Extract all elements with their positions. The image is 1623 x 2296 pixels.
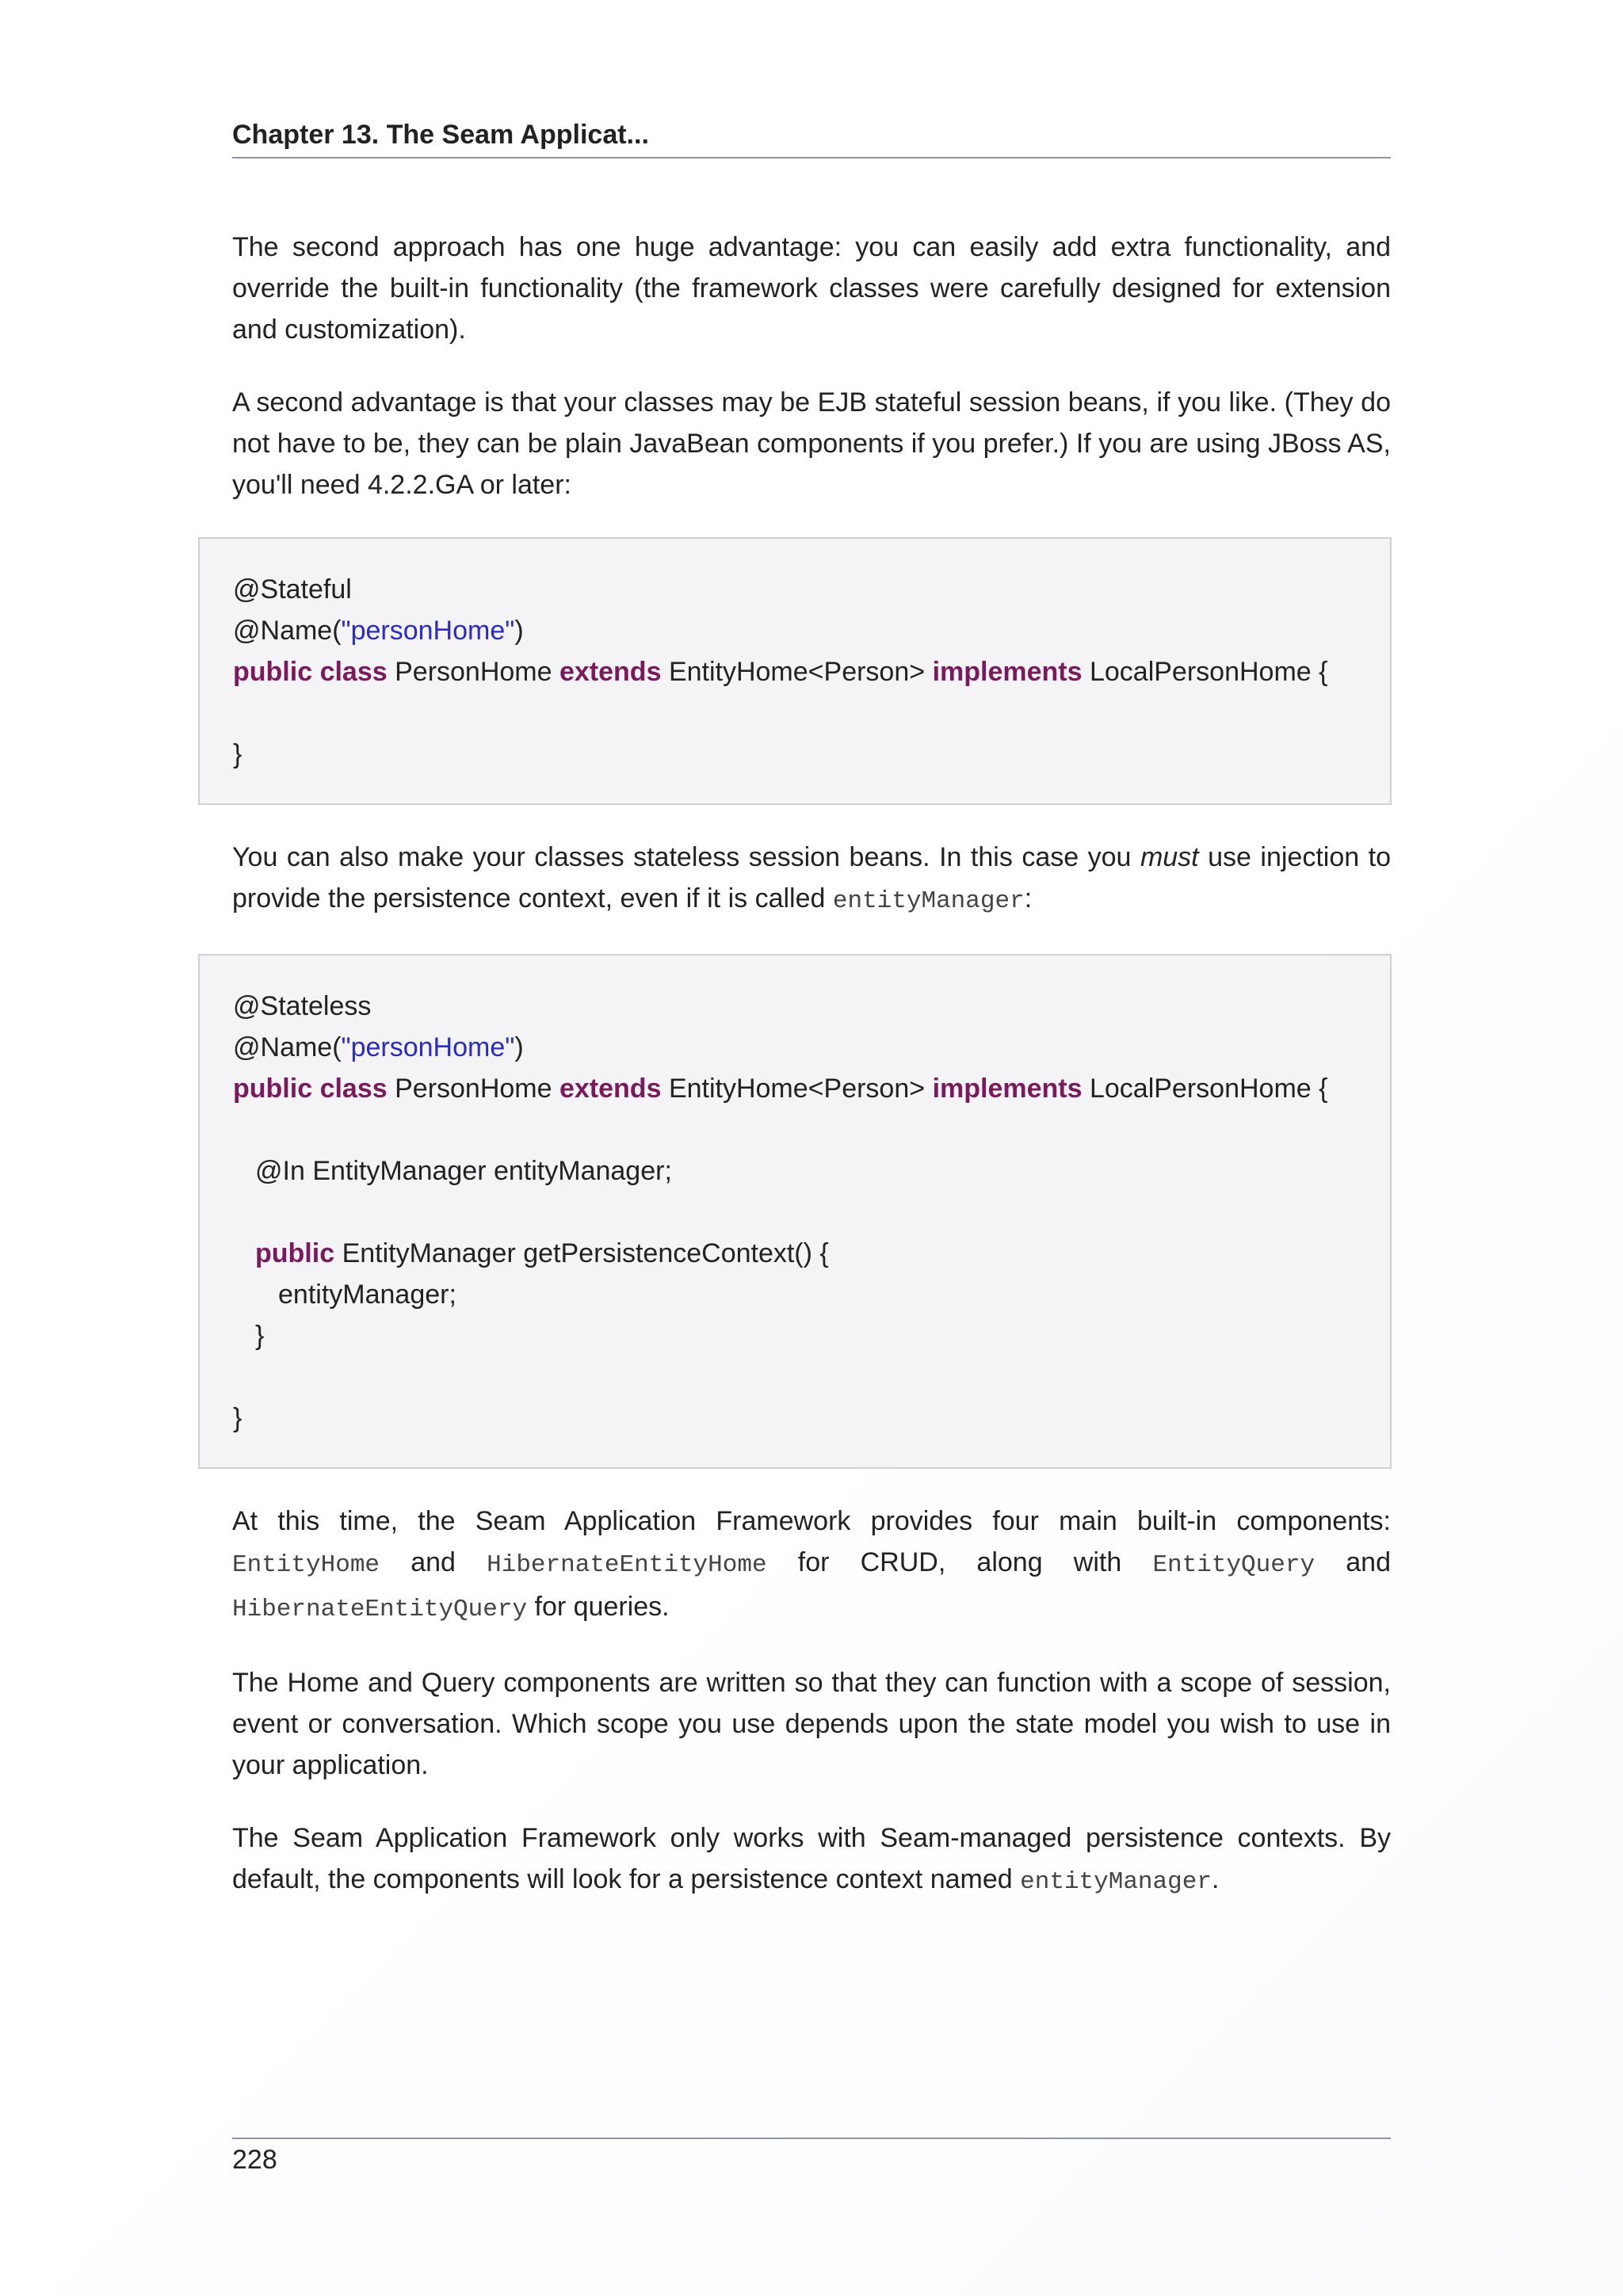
page-number: 228 <box>232 2145 277 2175</box>
page-content <box>232 227 1391 1935</box>
code-text: LocalPersonHome { <box>1089 657 1328 687</box>
text-run: for CRUD, along with <box>766 1547 1153 1577</box>
text-run: You can also make your classes stateless session beans. In this case you <box>232 842 1140 872</box>
footer-divider <box>232 2138 1391 2139</box>
code-line <box>233 651 1357 692</box>
code-text: @Name( <box>233 1032 342 1062</box>
code-text: EntityManager getPersistenceContext() { <box>342 1238 829 1268</box>
text-run: and <box>380 1547 487 1577</box>
code-keyword: implements <box>932 1074 1083 1104</box>
code-line <box>233 1233 1357 1274</box>
code-text: EntityHome<Person> <box>668 1074 926 1104</box>
inline-code: entityManager <box>832 887 1025 915</box>
code-keyword: class <box>319 1074 388 1104</box>
paragraph <box>232 1501 1391 1630</box>
code-keyword: public <box>233 657 313 687</box>
code-line: } <box>233 739 242 769</box>
code-block <box>198 954 1392 1469</box>
inline-code: EntityHome <box>232 1551 380 1579</box>
chapter-title: Chapter 13. The Seam Applicat... <box>232 120 649 150</box>
code-text: ) <box>514 1032 524 1062</box>
paragraph: A second advantage is that your classes may be EJB stateful session beans, if you like. (They do not have to be, they can be plain JavaBean components if you prefer.) If you are using JBoss AS, you'll need 4.2.2.GA or later: <box>232 387 1391 500</box>
text-run: . <box>1211 1864 1220 1894</box>
code-text: LocalPersonHome { <box>1089 1074 1328 1104</box>
code-line <box>233 1068 1357 1109</box>
code-line: @In EntityManager entityManager; <box>255 1156 672 1186</box>
text-run: use injection to provide the persistence context, even if it is called <box>232 842 1391 913</box>
code-string: "personHome" <box>341 616 515 646</box>
code-line: } <box>233 1403 242 1433</box>
code-line <box>233 610 1357 651</box>
code-line: @Stateful <box>233 574 352 605</box>
code-text: PersonHome <box>395 1074 552 1104</box>
paragraph: The Home and Query components are written so that they can function with a scope of session, event or conversation. Which scope you use depends upon the state model you wish to use in your application. <box>232 1668 1391 1780</box>
code-line: @Stateless <box>233 991 372 1021</box>
code-text: EntityHome<Person> <box>668 657 926 687</box>
paragraph <box>232 1817 1391 1903</box>
inline-code: entityManager <box>1020 1868 1212 1896</box>
text-run: and <box>1315 1547 1391 1577</box>
code-text: @Name( <box>233 616 342 646</box>
text-run: At this time, the Seam Application Framework provides four main built-in components: <box>232 1506 1391 1536</box>
code-string: "personHome" <box>341 1032 515 1062</box>
code-blank-line <box>233 1192 1357 1233</box>
text-run: for queries. <box>527 1592 670 1622</box>
paragraph: The second approach has one huge advantage: you can easily add extra functionality, and override the built-in functionality (the framework classes were carefully designed for extension and customization). <box>232 232 1391 345</box>
code-blank-line <box>233 1109 1357 1150</box>
code-line <box>233 1027 1357 1068</box>
code-keyword: public <box>233 1074 313 1104</box>
code-blank-line <box>233 1356 1357 1398</box>
inline-code: EntityQuery <box>1152 1551 1316 1579</box>
code-keyword: implements <box>932 657 1083 687</box>
text-run: : <box>1024 883 1033 913</box>
emphasis: must <box>1140 842 1199 872</box>
code-line: } <box>255 1321 265 1351</box>
code-block <box>198 537 1392 805</box>
code-keyword: public <box>255 1238 335 1268</box>
inline-code: HibernateEntityQuery <box>232 1596 528 1623</box>
code-keyword: extends <box>559 1074 662 1104</box>
code-keyword: class <box>319 657 388 687</box>
running-header <box>232 117 1391 158</box>
code-keyword: extends <box>559 657 662 687</box>
code-line: entityManager; <box>278 1280 456 1310</box>
paragraph <box>232 837 1391 922</box>
code-text: ) <box>514 616 524 646</box>
inline-code: HibernateEntityHome <box>487 1551 767 1579</box>
text-run: The Seam Application Framework only works with Seam-managed persistence contexts. By default, the components will look for a persistence context named <box>232 1823 1391 1894</box>
code-blank-line <box>233 692 1357 734</box>
code-text: PersonHome <box>395 657 552 687</box>
